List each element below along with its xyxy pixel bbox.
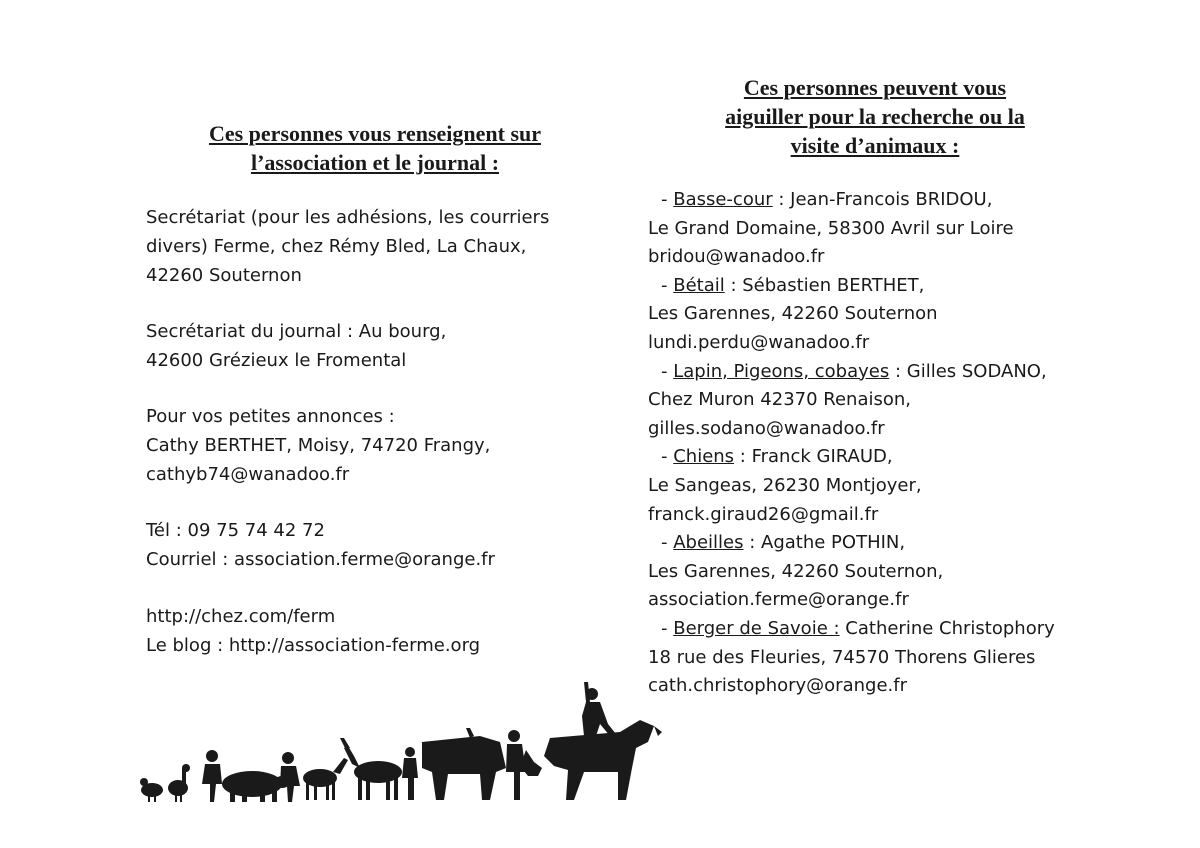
person-icon [202, 750, 222, 802]
person-icon [280, 752, 300, 802]
right-heading-line: aiguiller pour la recherche ou la [725, 104, 1025, 129]
contact-entry [648, 529, 1055, 558]
separator: : [772, 189, 791, 210]
animal-category: Basse-cour [673, 189, 773, 210]
web-block [146, 602, 480, 660]
annonces-email: cathyb74@wanadoo.fr [146, 464, 350, 485]
pig-icon [222, 771, 290, 802]
ox-icon [422, 728, 506, 800]
contact-entry [648, 186, 1055, 215]
rider-icon [582, 682, 616, 736]
right-heading [650, 73, 1100, 160]
donkey-icon [340, 738, 402, 800]
contact-name: Jean-Francois BRIDOU, [790, 189, 993, 210]
blog-link: Le blog : http://association-ferme.org [146, 635, 481, 656]
contact-email: franck.giraud26@gmail.fr [648, 503, 879, 525]
goose-icon [168, 764, 190, 802]
contact-entry [648, 358, 1055, 387]
journal-line: 42600 Grézieux le Fromental [146, 350, 407, 371]
phone-line: Tél : 09 75 74 42 72 [146, 520, 325, 541]
annonces-line: Pour vos petites annonces : [146, 406, 395, 427]
contact-email: association.ferme@orange.fr [648, 589, 909, 611]
left-heading-line: l’association et le journal : [250, 150, 500, 175]
separator: : [889, 360, 907, 382]
goat-icon [303, 758, 348, 800]
separator: : [734, 446, 752, 468]
contact-address: Les Garennes, 42260 Souternon [648, 303, 938, 325]
contact-name: Sébastien BERTHET, [742, 274, 925, 296]
contact-address: Le Grand Domaine, 58300 Avril sur Loire [648, 217, 1014, 239]
horse-icon [544, 720, 662, 800]
contact-list [648, 186, 1055, 701]
contact-entry [648, 615, 1055, 644]
bullet-dash: - [661, 274, 674, 296]
contact-address: Le Sangeas, 26230 Montjoyer, [648, 474, 922, 496]
contact-entry [648, 272, 1055, 301]
left-heading-line: Ces personnes vous renseignent sur [208, 121, 542, 146]
animal-category: Chiens [673, 446, 735, 468]
contact-name: Catherine Christophory [845, 617, 1055, 639]
contact-name: Agathe POTHIN, [761, 532, 906, 554]
animal-category: Lapin, Pigeons, cobayes [673, 360, 890, 382]
animal-category: Berger de Savoie : [673, 617, 840, 639]
contact-name: Gilles SODANO, [906, 360, 1047, 382]
chicken-icon [140, 778, 163, 802]
bullet-dash: - [661, 532, 674, 554]
website-link: http://chez.com/ferm [146, 606, 336, 627]
secretariat-line: 42260 Souternon [146, 265, 302, 286]
bullet-dash: - [661, 189, 674, 210]
left-heading [150, 119, 600, 177]
contact-address: Les Garennes, 42260 Souternon, [648, 560, 944, 582]
farm-animals-silhouette [130, 672, 670, 804]
contact-block [146, 516, 495, 574]
contact-address: Chez Muron 42370 Renaison, [648, 389, 912, 411]
journal-block [146, 317, 446, 375]
contact-email: gilles.sodano@wanadoo.fr [648, 417, 885, 439]
bullet-dash: - [661, 360, 674, 382]
annonces-line: Cathy BERTHET, Moisy, 74720 Frangy, [146, 435, 491, 456]
animal-category: Abeilles [673, 532, 744, 554]
right-heading-line: visite d’animaux : [790, 133, 960, 158]
contact-email: lundi.perdu@wanadoo.fr [648, 331, 870, 353]
separator: : [724, 274, 743, 296]
secretariat-line: divers) Ferme, chez Rémy Bled, La Chaux, [146, 236, 527, 257]
contact-name: Franck GIRAUD, [751, 446, 893, 468]
animal-category: Bétail [673, 274, 725, 296]
secretariat-block [146, 203, 549, 290]
contact-email: bridou@wanadoo.fr [648, 246, 825, 268]
contact-entry [648, 443, 1055, 472]
contact-address: 18 rue des Fleuries, 74570 Thorens Glieres [648, 646, 1036, 668]
right-heading-line: Ces personnes peuvent vous [743, 75, 1007, 100]
contact-email: cath.christophory@orange.fr [648, 675, 907, 697]
bullet-dash: - [661, 446, 674, 468]
email-line: Courriel : association.ferme@orange.fr [146, 549, 495, 570]
journal-line: Secrétariat du journal : Au bourg, [146, 321, 447, 342]
secretariat-line: Secrétariat (pour les adhésions, les courriers [146, 207, 550, 228]
person-icon [402, 747, 418, 800]
separator: : [743, 532, 762, 554]
bullet-dash: - [661, 617, 674, 639]
annonces-block [146, 402, 490, 489]
